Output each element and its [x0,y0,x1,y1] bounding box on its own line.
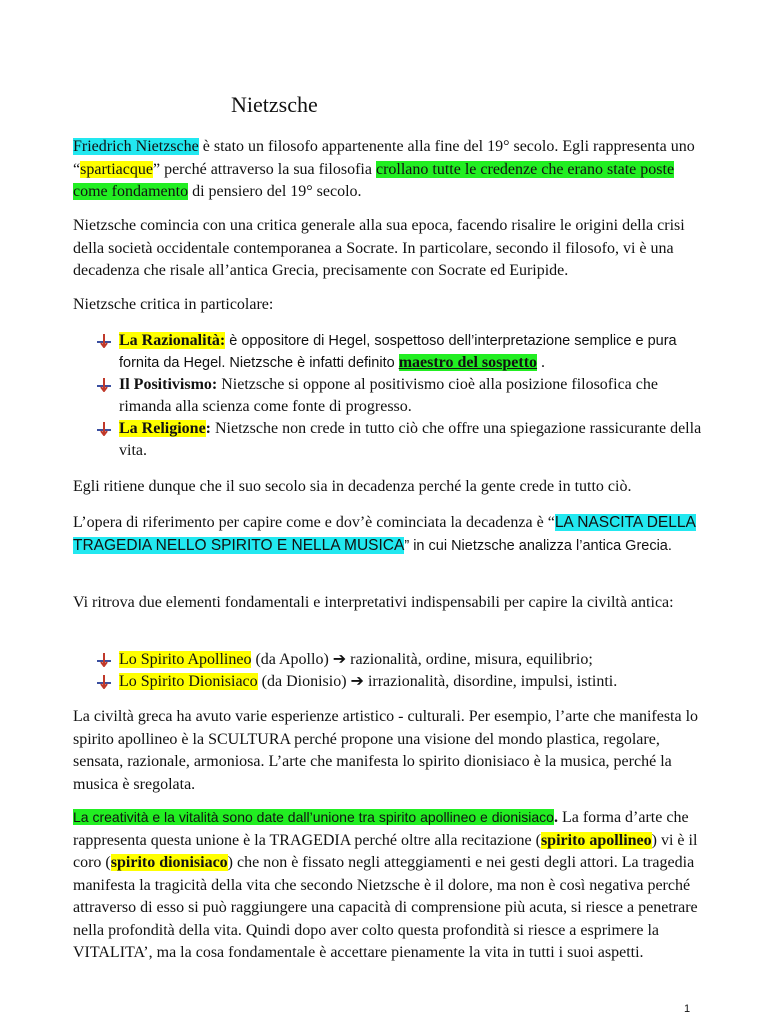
highlight-spirito-dionisiaco: spirito dionisiaco [110,854,228,871]
paragraph-tragedia [73,806,703,965]
spirit-label: Lo Spirito Apollineo [119,651,252,668]
highlight-spirito-apollineo: spirito apollineo [540,831,652,849]
critique-text: Nietzsche non crede in tutto ciò che offre una spiegazione rassicurante della vita. [119,420,702,459]
opera-text-2: ” in cui Nietzsche analizza l’antica Grecia. [404,537,672,554]
list-item [96,671,706,693]
highlight-creativita: La creatività e la vitalità sono date dall’unione tra spirito apollineo e dionisiaco [73,809,554,825]
critiques-list [96,330,706,462]
critique-text: è oppositore di Hegel, sospettoso dell’interpretazione semplice e pura fornita da Hegel. Nietzsche è infatti definito [119,333,677,371]
highlight-credenze: crollano tutte le credenze che erano state poste come fondamento [73,160,675,200]
intro-text-1: è stato un filosofo appartenente alla fine del 19° secolo. Egli rappresenta uno “ [73,138,695,178]
arrow-bullet-icon [97,675,111,689]
spirits-list [96,649,706,693]
intro-text-2: ” perché attraverso la sua filosofia [152,160,376,178]
critique-label: La Religione [119,420,206,437]
list-item [96,649,706,671]
arrow-bullet-icon [97,334,111,348]
opera-text-1: L’opera di riferimento per capire come e dov’è cominciata la decadenza è “ [73,514,555,531]
paragraph-opera [73,512,703,557]
tragedia-text-3: ) che non è fissato negli atteggiamenti e nei gesti degli attori. La tragedia manifesta la tragicità della vita che secondo Nietzsche è il dolore, ma non è così negativa perché attraverso di esso si può raggiungere una capacità di comprensione più acuta, si riesce a penetrare nella profondità della vita. Quindi dopo aver colto questa profondità si riesce a esprimere la VITALITA’, ma la cosa fondamentale è accettare pienamente la vita in tutti i suoi aspetti. [73,854,698,961]
paragraph-decadenza: Egli ritiene dunque che il suo secolo sia in decadenza perché la gente crede in tutto ciò. [73,478,632,495]
highlight-spartiacque: spartiacque [80,160,153,178]
spirit-text: (da Dionisio) ➔ irrazionalità, disordine, impulsi, istinti. [257,673,618,690]
page-title: Nietzsche [231,92,318,117]
paragraph-intro [73,136,703,204]
critique-text-end: . [537,354,546,371]
tragedia-text-1: La forma d’arte che rappresenta questa unione è la TRAGEDIA perché oltre alla recitazione ( [73,809,689,849]
intro-text-3: di pensiero del 19° secolo. [188,183,362,200]
critique-label: La Razionalità: [119,332,226,349]
paragraph-elementi: Vi ritrova due elementi fondamentali e interpretativi indispensabili per capire la civiltà antica: [73,594,674,611]
paragraph-critica-intro: Nietzsche critica in particolare: [73,296,274,313]
critique-colon: : [205,420,211,437]
tragedia-dot: . [553,809,558,826]
tragedia-text-2: ) vi è il coro ( [73,831,698,871]
paragraph-civilta: La civiltà greca ha avuto varie esperienze artistico - culturali. Per esempio, l’arte che manifesta lo spirito apollineo è la SCULTURA perché propone una visione del mondo plastica, regolare, sensata, razionale, armoniosa. L’arte che manifesta lo spirito dionisiaco è la musica, perché la musica è sregolata. [73,708,699,793]
highlight-name: Friedrich Nietzsche [73,138,199,155]
arrow-bullet-icon [97,653,111,667]
paragraph-critica: Nietzsche comincia con una critica generale alla sua epoca, facendo risalire le origini della crisi della società occidentale contemporanea a Socrate. In particolare, secondo il filosofo, vi è una decadenza che risale all’antica Grecia, precisamente con Socrate ed Euripide. [73,217,685,279]
highlight-book-title: LA NASCITA DELLA TRAGEDIA NELLO SPIRITO E NELLA MUSICA [73,514,696,554]
spirit-text: (da Apollo) ➔ razionalità, ordine, misura, equilibrio; [251,651,593,668]
spirit-label: Lo Spirito Dionisiaco [119,673,258,690]
arrow-bullet-icon [97,422,111,436]
page-number: 1 [684,1003,691,1015]
list-item [96,330,706,374]
critique-label: Il Positivismo: [119,376,218,393]
critique-text: Nietzsche si oppone al positivismo cioè alla posizione filosofica che rimanda alla scienza come fonte di progresso. [119,376,658,415]
arrow-bullet-icon [97,378,111,392]
list-item [96,374,706,418]
highlight-maestro-sospetto: maestro del sospetto [398,354,538,371]
list-item [96,418,706,462]
